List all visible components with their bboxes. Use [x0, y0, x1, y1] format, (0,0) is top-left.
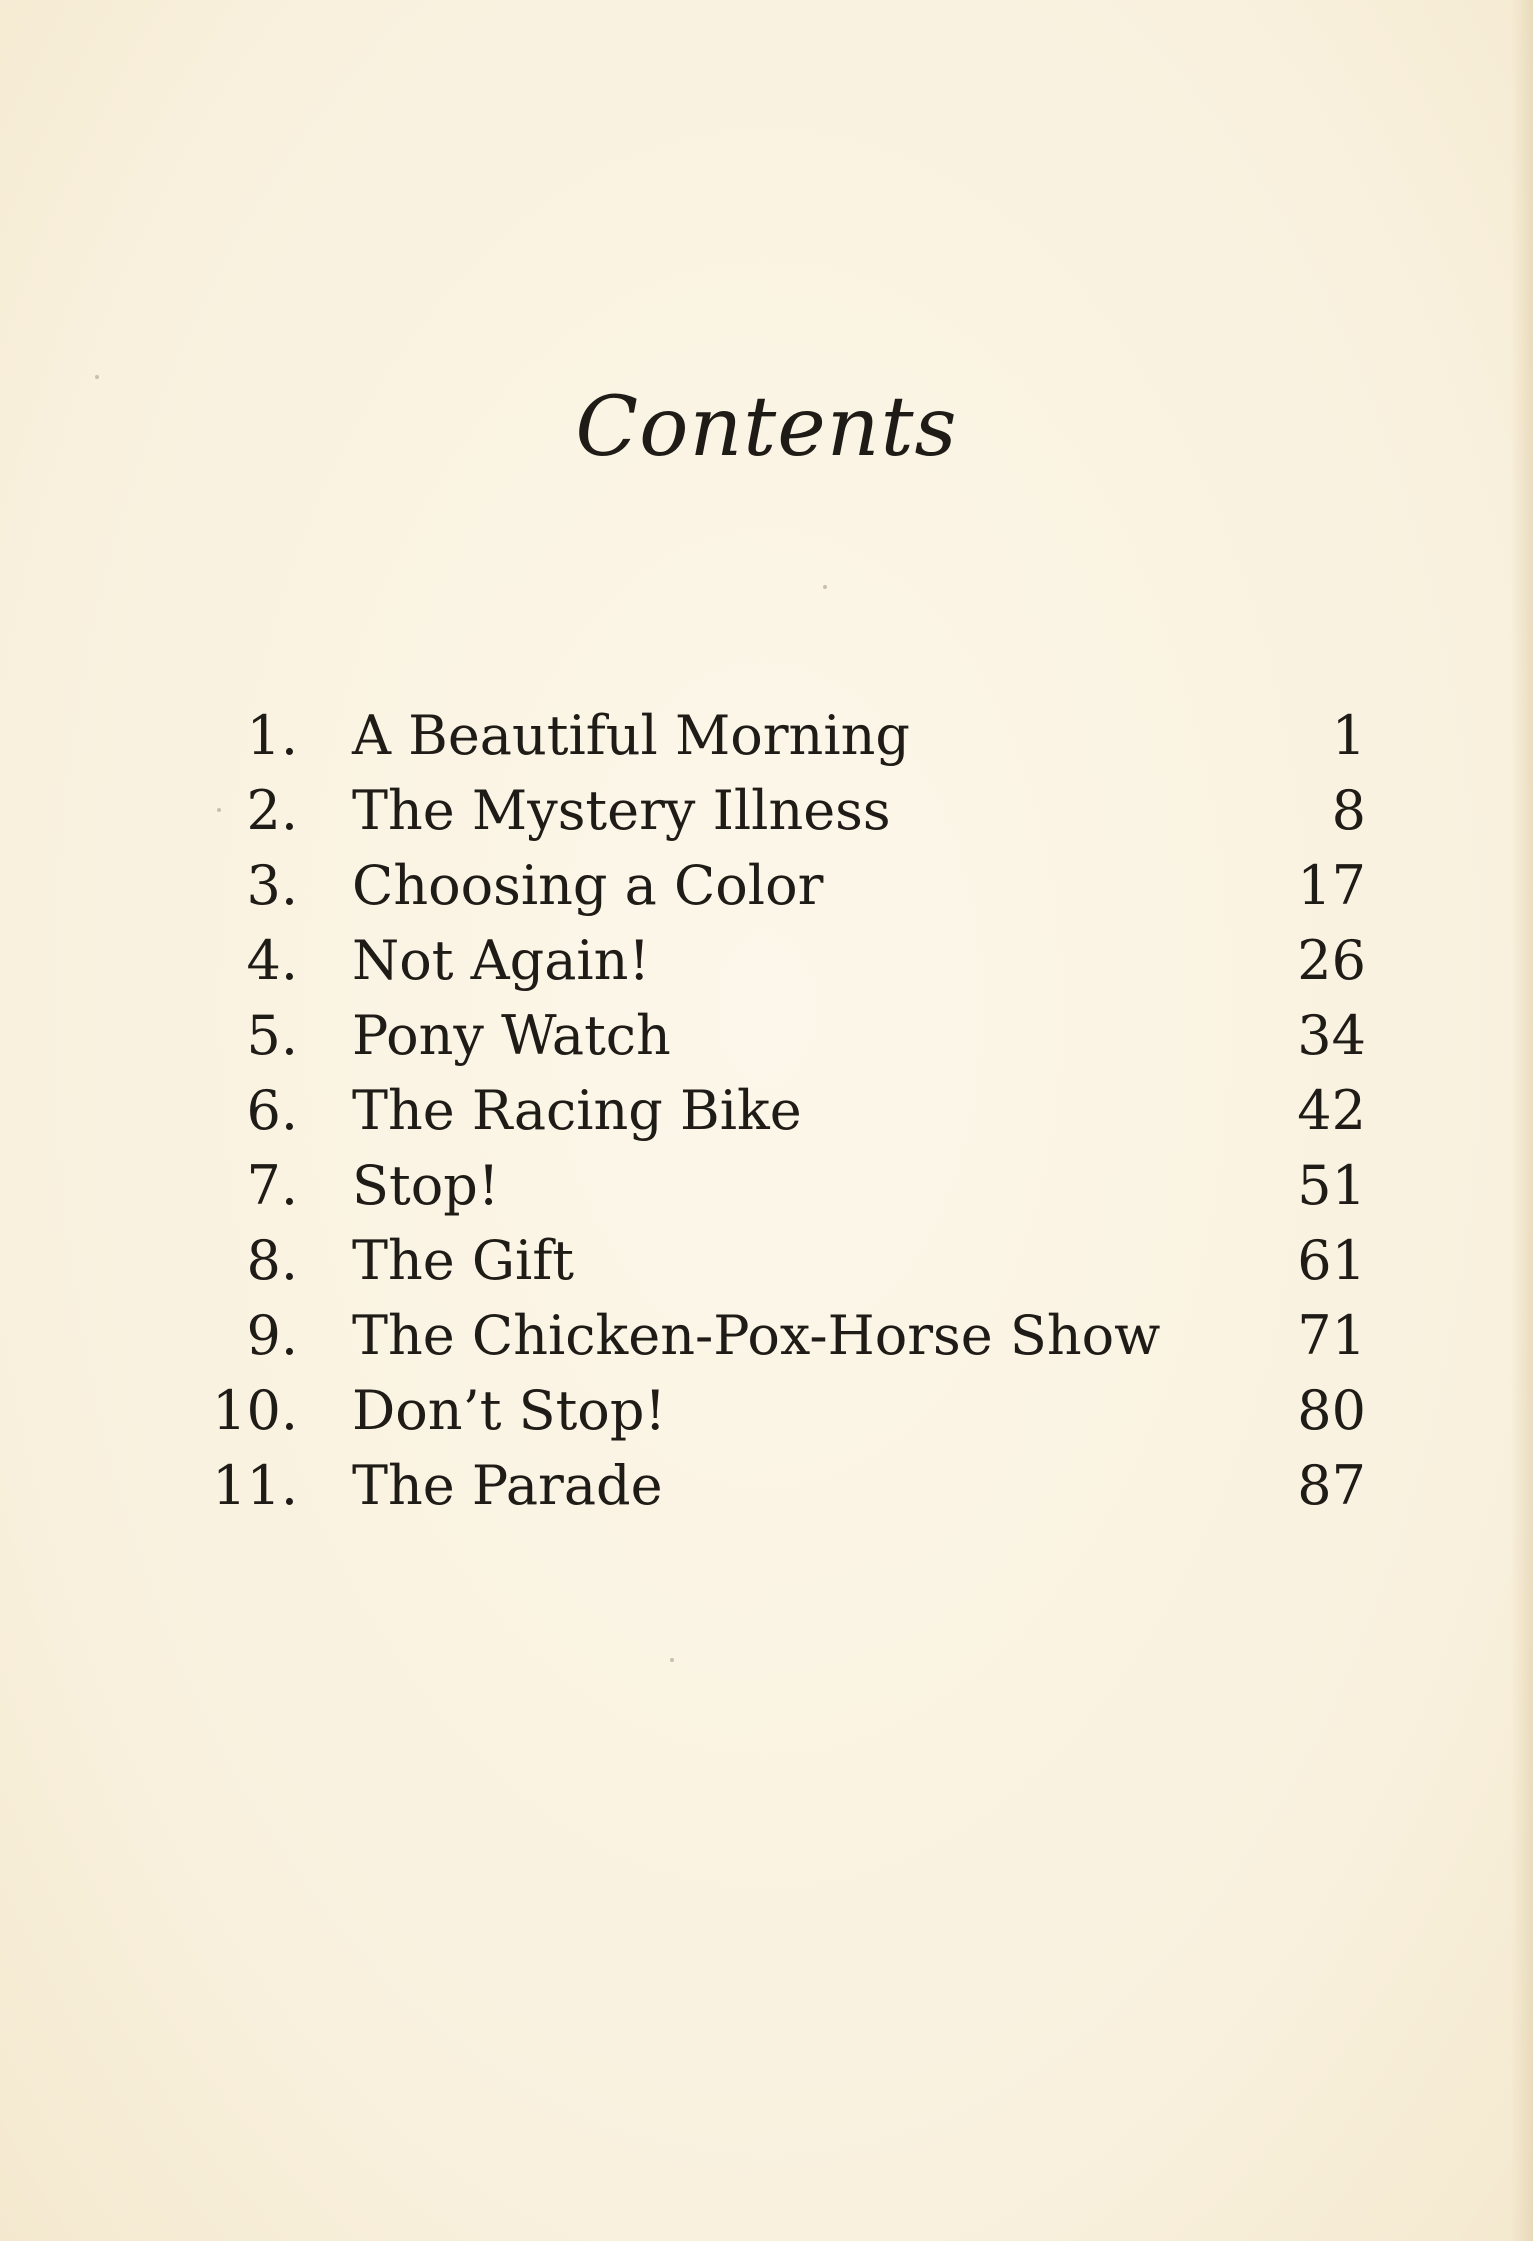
- chapter-number: 10.: [212, 1379, 298, 1442]
- chapter-title: The Gift: [352, 1229, 575, 1292]
- chapter-title: Pony Watch: [352, 1004, 671, 1067]
- chapter-number: 7.: [246, 1154, 298, 1217]
- chapter-number: 8.: [246, 1229, 298, 1292]
- chapter-page: 26: [1297, 929, 1366, 992]
- toc-entry: [150, 1298, 1366, 1373]
- chapter-page: 61: [1297, 1229, 1366, 1292]
- chapter-title: A Beautiful Morning: [352, 704, 910, 767]
- chapter-page: 17: [1297, 854, 1366, 917]
- chapter-title: Choosing a Color: [352, 854, 824, 917]
- toc-entry: [150, 1223, 1366, 1298]
- chapter-title: Stop!: [352, 1154, 500, 1217]
- chapter-page: 8: [1331, 779, 1366, 842]
- chapter-title: Not Again!: [352, 929, 651, 992]
- chapter-number: 9.: [246, 1304, 298, 1367]
- paper-speck: [670, 1658, 674, 1662]
- chapter-page: 87: [1297, 1454, 1366, 1517]
- chapter-title: Don’t Stop!: [352, 1379, 667, 1442]
- toc-entry: [150, 698, 1366, 773]
- toc-entry: [150, 773, 1366, 848]
- paper-speck: [823, 585, 827, 589]
- toc-entry: [150, 1373, 1366, 1448]
- chapter-number: 2.: [246, 779, 298, 842]
- chapter-title: The Parade: [352, 1454, 663, 1517]
- page-edge-shadow: [1511, 0, 1533, 2241]
- toc-entry: [150, 848, 1366, 923]
- chapter-page: 42: [1297, 1079, 1366, 1142]
- table-of-contents: [150, 698, 1366, 1523]
- toc-entry: [150, 923, 1366, 998]
- chapter-page: 51: [1297, 1154, 1366, 1217]
- chapter-number: 4.: [246, 929, 298, 992]
- chapter-page: 71: [1297, 1304, 1366, 1367]
- chapter-number: 1.: [246, 704, 298, 767]
- chapter-page: 34: [1297, 1004, 1366, 1067]
- toc-entry: [150, 1148, 1366, 1223]
- chapter-number: 5.: [246, 1004, 298, 1067]
- toc-entry: [150, 1448, 1366, 1523]
- toc-entry: [150, 1073, 1366, 1148]
- chapter-title: The Racing Bike: [352, 1079, 802, 1142]
- chapter-number: 11.: [212, 1454, 298, 1517]
- chapter-number: 6.: [246, 1079, 298, 1142]
- chapter-title: The Mystery Illness: [352, 779, 891, 842]
- chapter-number: 3.: [246, 854, 298, 917]
- toc-entry: [150, 998, 1366, 1073]
- page-title: Contents: [575, 380, 958, 475]
- chapter-page: 1: [1331, 704, 1366, 767]
- chapter-page: 80: [1297, 1379, 1366, 1442]
- chapter-title: The Chicken-Pox-Horse Show: [352, 1304, 1161, 1367]
